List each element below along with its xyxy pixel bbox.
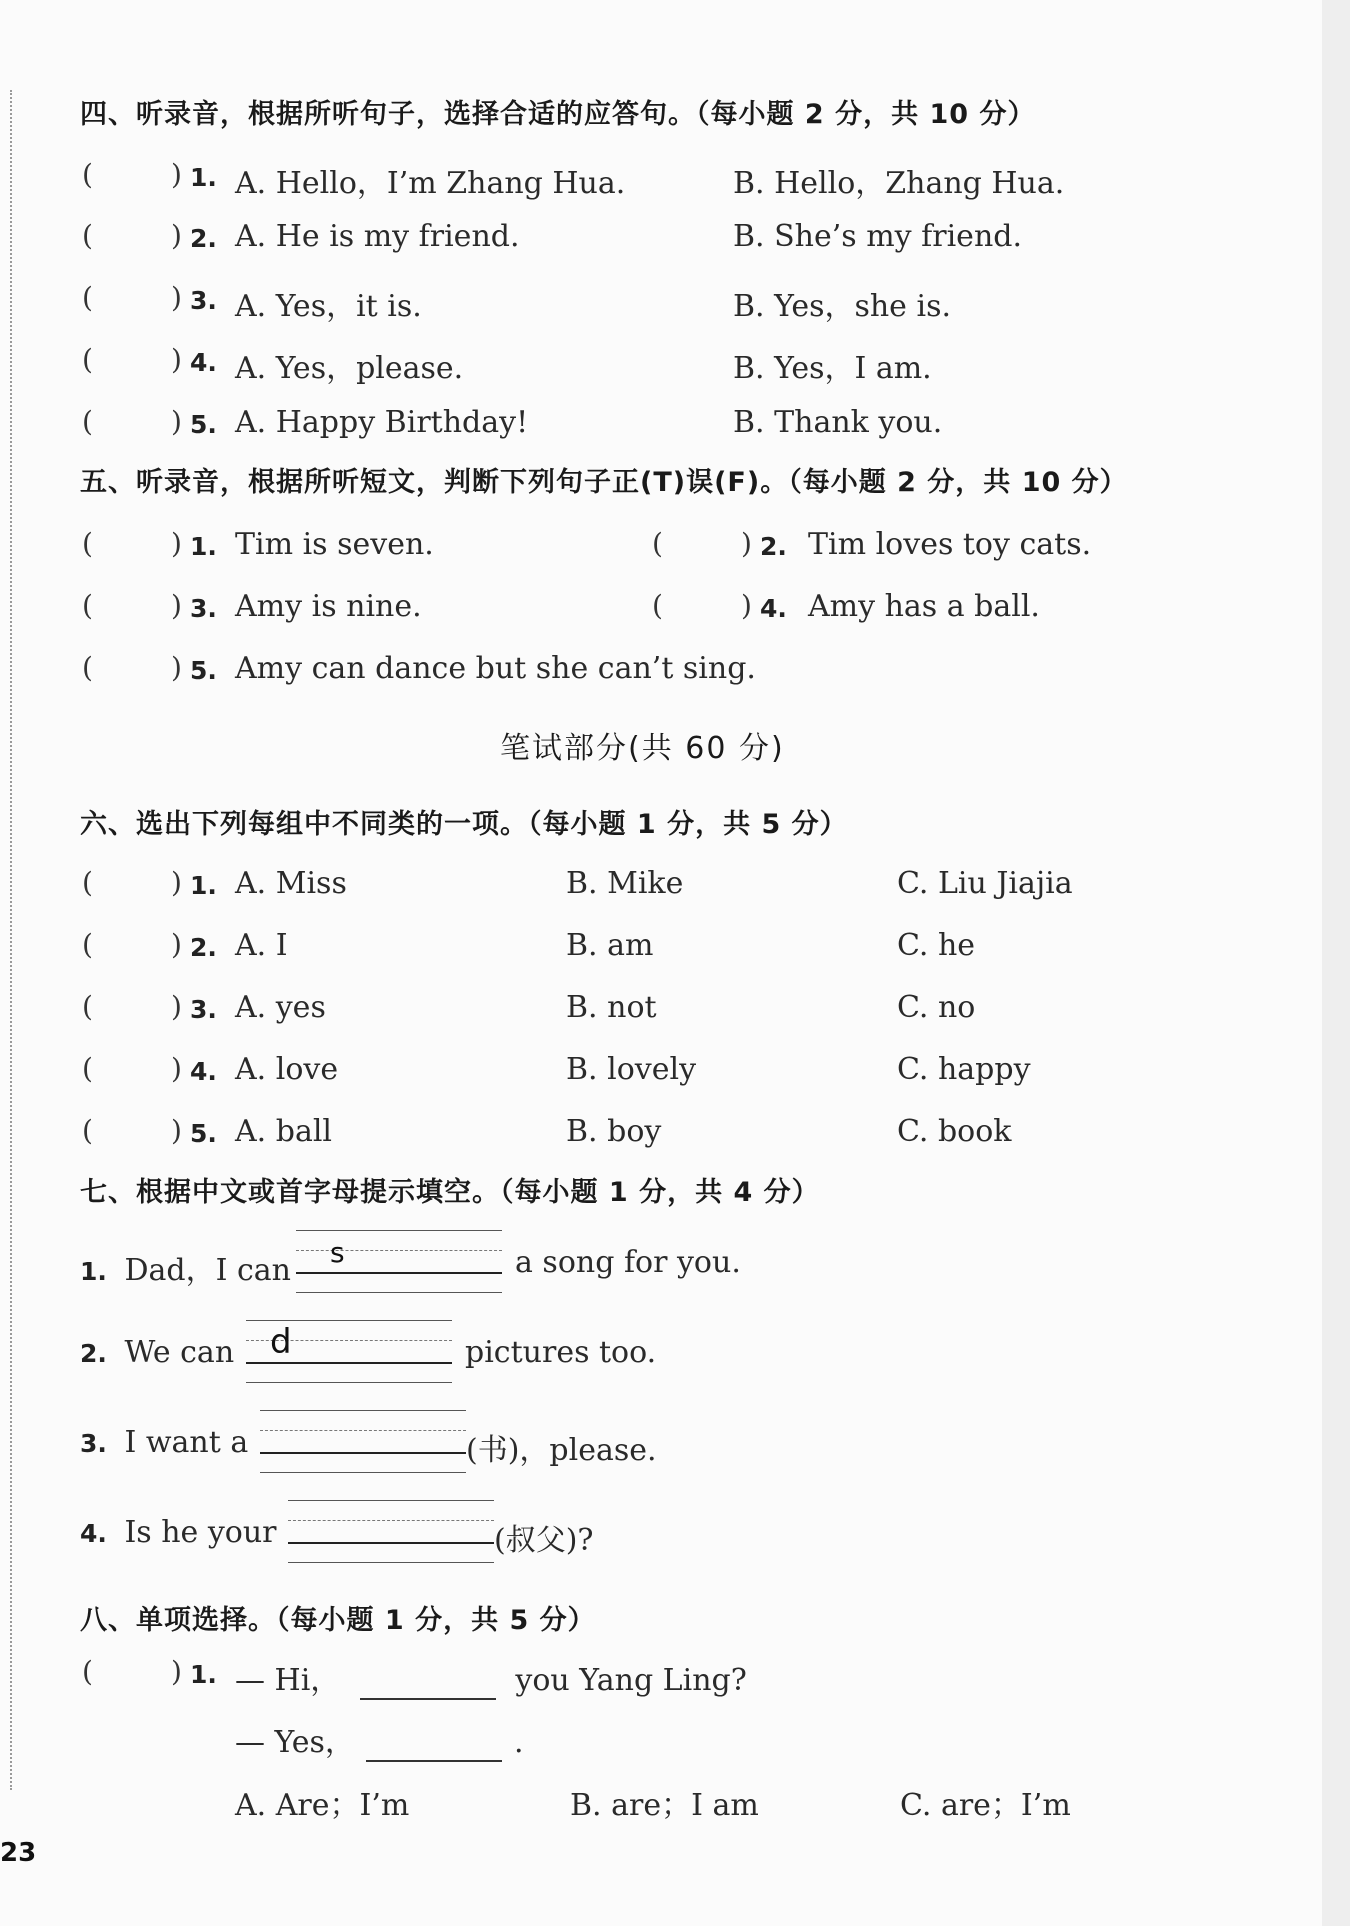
statement-text: Amy has a ball.	[808, 589, 1040, 624]
q-text-after: (叔父)?	[494, 1523, 594, 1558]
statement-text: Amy can dance but she can’t sing.	[235, 651, 756, 686]
statement-text: Tim is seven.	[235, 527, 434, 562]
question-number: 3.	[190, 286, 217, 315]
answer-blank[interactable]	[366, 1725, 502, 1762]
option-a[interactable]: A. Miss	[235, 866, 347, 901]
question-number: 2.	[190, 933, 217, 962]
option-a[interactable]: A. yes	[235, 990, 326, 1025]
answer-paren[interactable]: ( )	[82, 1052, 182, 1085]
hint-letter: s	[330, 1236, 345, 1269]
q-text-before: I want a	[124, 1425, 249, 1460]
answer-paren[interactable]: ( )	[82, 281, 182, 314]
question-number: 1.	[190, 1660, 217, 1689]
s8-q1-line1	[235, 1655, 747, 1700]
question-number: 5.	[190, 656, 217, 685]
option-a[interactable]: A. ball	[235, 1114, 333, 1149]
option-b[interactable]: B. Mike	[566, 866, 684, 901]
option-a[interactable]: A. Yes，please.	[235, 351, 464, 386]
option-a[interactable]: A. Yes，it is.	[235, 289, 422, 324]
question-number: 2.	[80, 1339, 107, 1368]
q-text-after: pictures too.	[465, 1335, 657, 1370]
option-a[interactable]: A. Hello，I’m Zhang Hua.	[235, 166, 626, 201]
option-a[interactable]: A. I	[235, 928, 288, 963]
binding-dotted-line	[10, 90, 12, 1790]
question-number: 1.	[190, 871, 217, 900]
question-number: 4.	[80, 1519, 107, 1548]
option-c[interactable]: C. no	[897, 990, 976, 1025]
answer-paren[interactable]: ( )	[82, 405, 182, 438]
s7-q3	[80, 1425, 248, 1460]
s7-q2	[80, 1335, 234, 1370]
question-number: 1.	[190, 163, 217, 192]
option-b[interactable]: B. boy	[566, 1114, 662, 1149]
option-c[interactable]: C. happy	[897, 1052, 1031, 1087]
option-b[interactable]: B. not	[566, 990, 657, 1025]
answer-paren[interactable]: ( )	[82, 219, 182, 252]
q-text-before: Is he your	[124, 1515, 277, 1550]
option-c[interactable]: C. he	[897, 928, 976, 963]
hint-letter: d	[270, 1322, 292, 1362]
answer-paren[interactable]: ( )	[82, 527, 182, 560]
option-b[interactable]: B. Yes，she is.	[733, 289, 951, 324]
statement-text: Tim loves toy cats.	[808, 527, 1092, 562]
answer-paren[interactable]: ( )	[82, 589, 182, 622]
option-a[interactable]: A. love	[235, 1052, 339, 1087]
answer-writing-lines[interactable]	[246, 1320, 452, 1384]
section8-heading: 八、单项选择。（每小题 1 分，共 5 分）	[80, 1605, 596, 1636]
option-c[interactable]: C. are；I’m	[900, 1788, 1071, 1823]
line2-start: — Yes，	[235, 1725, 355, 1760]
option-b[interactable]: B. Yes，I am.	[733, 351, 932, 386]
question-number: 4.	[760, 594, 787, 623]
section6-heading: 六、选出下列每组中不同类的一项。（每小题 1 分，共 5 分）	[80, 809, 848, 840]
page-number: 23	[0, 1838, 37, 1868]
s7-q4	[80, 1515, 277, 1550]
option-a[interactable]: A. Are；I’m	[235, 1788, 410, 1823]
answer-writing-lines[interactable]	[296, 1230, 502, 1294]
q-text-after: (书)，please.	[466, 1433, 657, 1468]
statement-text: Amy is nine.	[235, 589, 422, 624]
question-number: 3.	[190, 594, 217, 623]
line1-end: you Yang Ling?	[515, 1663, 747, 1698]
option-a[interactable]: A. He is my friend.	[235, 219, 520, 254]
question-number: 1.	[80, 1257, 107, 1286]
question-number: 3.	[80, 1429, 107, 1458]
question-number: 4.	[190, 1057, 217, 1086]
line1-start: — Hi，	[235, 1663, 341, 1698]
q-text-before: We can	[124, 1335, 235, 1370]
option-b[interactable]: B. lovely	[566, 1052, 697, 1087]
option-b[interactable]: B. Thank you.	[733, 405, 943, 440]
option-a[interactable]: A. Happy Birthday!	[235, 405, 529, 440]
section4-heading: 四、听录音，根据所听句子，选择合适的应答句。（每小题 2 分，共 10 分）	[80, 99, 1036, 130]
section7-heading: 七、根据中文或首字母提示填空。（每小题 1 分，共 4 分）	[80, 1177, 820, 1208]
option-b[interactable]: B. are；I am	[570, 1788, 759, 1823]
question-number: 4.	[190, 348, 217, 377]
answer-writing-lines[interactable]	[288, 1500, 494, 1564]
option-c[interactable]: C. Liu Jiajia	[897, 866, 1073, 901]
question-number: 5.	[190, 410, 217, 439]
option-b[interactable]: B. am	[566, 928, 654, 963]
page-edge	[1322, 0, 1350, 1926]
option-b[interactable]: B. She’s my friend.	[733, 219, 1022, 254]
question-number: 5.	[190, 1119, 217, 1148]
question-number: 1.	[190, 532, 217, 561]
answer-paren[interactable]: ( )	[82, 1114, 182, 1147]
written-part-title: 笔试部分(共 60 分)	[500, 731, 785, 766]
answer-paren[interactable]: ( )	[82, 990, 182, 1023]
answer-paren[interactable]: ( )	[82, 343, 182, 376]
question-number: 2.	[190, 224, 217, 253]
answer-blank[interactable]	[360, 1663, 496, 1700]
question-number: 2.	[760, 532, 787, 561]
s7-q1	[80, 1245, 291, 1289]
answer-paren[interactable]: ( )	[82, 928, 182, 961]
section5-heading: 五、听录音，根据所听短文，判断下列句子正(T)误(F)。（每小题 2 分，共 10 分）	[80, 467, 1128, 498]
answer-paren[interactable]: ( )	[652, 527, 752, 560]
question-number: 3.	[190, 995, 217, 1024]
answer-paren[interactable]: ( )	[82, 1655, 182, 1688]
line2-end: .	[513, 1725, 524, 1760]
q-text-after: a song for you.	[515, 1245, 741, 1280]
option-c[interactable]: C. book	[897, 1114, 1012, 1149]
answer-paren[interactable]: ( )	[82, 651, 182, 684]
answer-paren[interactable]: ( )	[652, 589, 752, 622]
answer-paren[interactable]: ( )	[82, 866, 182, 899]
answer-writing-lines[interactable]	[260, 1410, 466, 1474]
s8-q1-line2	[235, 1717, 524, 1762]
answer-paren[interactable]: ( )	[82, 158, 182, 191]
q-text-before: Dad，I can	[124, 1253, 291, 1288]
option-b[interactable]: B. Hello，Zhang Hua.	[733, 166, 1065, 201]
